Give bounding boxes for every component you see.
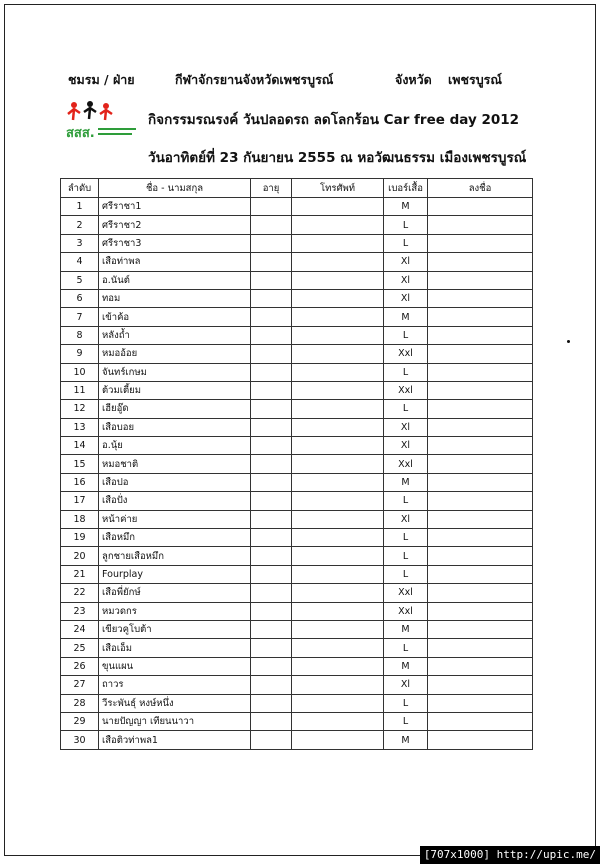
row-phone (292, 253, 384, 271)
table-row (61, 234, 533, 252)
row-signature (428, 308, 533, 326)
row-age (251, 676, 292, 694)
row-number: 26 (61, 657, 99, 675)
row-phone (292, 676, 384, 694)
club-label: ชมรม / ฝ่าย (68, 72, 135, 87)
row-phone (292, 271, 384, 289)
row-shirt-size: L (384, 400, 428, 418)
row-name: หลังถ้ำ (99, 326, 251, 344)
row-shirt-size: M (384, 620, 428, 638)
table-row (61, 639, 533, 657)
table-row (61, 602, 533, 620)
row-name: อ.นุ้ย (99, 437, 251, 455)
table-row (61, 676, 533, 694)
row-number: 5 (61, 271, 99, 289)
table-row (61, 345, 533, 363)
row-phone (292, 529, 384, 547)
table-row (61, 363, 533, 381)
row-age (251, 345, 292, 363)
col-header-shirt-size: เบอร์เสื้อ (384, 179, 428, 198)
row-shirt-size: Xxl (384, 584, 428, 602)
table-row (61, 418, 533, 436)
table-body (61, 198, 533, 750)
table-row (61, 308, 533, 326)
row-shirt-size: L (384, 216, 428, 234)
row-shirt-size: L (384, 326, 428, 344)
row-number: 4 (61, 253, 99, 271)
row-phone (292, 455, 384, 473)
table-row (61, 510, 533, 528)
row-shirt-size: L (384, 694, 428, 712)
row-phone (292, 547, 384, 565)
row-phone (292, 198, 384, 216)
row-age (251, 400, 292, 418)
row-shirt-size: Xl (384, 289, 428, 307)
row-shirt-size: M (384, 473, 428, 491)
row-name: ศรีราชา2 (99, 216, 251, 234)
row-number: 3 (61, 234, 99, 252)
row-signature (428, 363, 533, 381)
table-row (61, 529, 533, 547)
row-age (251, 363, 292, 381)
row-shirt-size: M (384, 308, 428, 326)
row-number: 16 (61, 473, 99, 491)
row-number: 11 (61, 381, 99, 399)
row-name: ถาวร (99, 676, 251, 694)
row-phone (292, 492, 384, 510)
row-name: ทอม (99, 289, 251, 307)
row-number: 21 (61, 565, 99, 583)
row-signature (428, 271, 533, 289)
row-age (251, 437, 292, 455)
row-shirt-size: Xxl (384, 602, 428, 620)
row-age (251, 473, 292, 491)
row-name: หมอชาติ (99, 455, 251, 473)
table-row (61, 381, 533, 399)
row-number: 18 (61, 510, 99, 528)
table-row (61, 455, 533, 473)
runner-figures (68, 101, 112, 120)
row-name: เสือปอ (99, 473, 251, 491)
ink-dot (567, 340, 570, 343)
row-phone (292, 418, 384, 436)
row-shirt-size: Xl (384, 253, 428, 271)
table-row (61, 400, 533, 418)
row-signature (428, 712, 533, 730)
row-signature (428, 326, 533, 344)
row-number: 30 (61, 731, 99, 749)
table-row (61, 198, 533, 216)
row-signature (428, 565, 533, 583)
table-row (61, 437, 533, 455)
col-header-phone: โทรศัพท์ (292, 179, 384, 198)
row-number: 17 (61, 492, 99, 510)
row-number: 28 (61, 694, 99, 712)
row-phone (292, 289, 384, 307)
col-header-signature: ลงชื่อ (428, 179, 533, 198)
row-age (251, 326, 292, 344)
row-phone (292, 584, 384, 602)
col-header-age: อายุ (251, 179, 292, 198)
row-shirt-size: Xxl (384, 381, 428, 399)
row-name: เสือเอ็ม (99, 639, 251, 657)
row-shirt-size: L (384, 565, 428, 583)
row-name: เสือบอย (99, 418, 251, 436)
row-shirt-size: L (384, 234, 428, 252)
row-name: ต้วมเตี้ยม (99, 381, 251, 399)
table-row (61, 216, 533, 234)
row-number: 2 (61, 216, 99, 234)
table-row (61, 731, 533, 749)
row-shirt-size: Xl (384, 437, 428, 455)
row-name: ขุนแผน (99, 657, 251, 675)
table-row (61, 694, 533, 712)
row-signature (428, 473, 533, 491)
row-phone (292, 345, 384, 363)
watermark: [707x1000] http://upic.me/ (420, 846, 600, 864)
row-signature (428, 657, 533, 675)
logo-text: สสส. (66, 126, 95, 141)
row-age (251, 712, 292, 730)
row-phone (292, 620, 384, 638)
row-age (251, 253, 292, 271)
row-name: เฮียอู๊ด (99, 400, 251, 418)
row-name: เสือติวท่าพล1 (99, 731, 251, 749)
row-phone (292, 731, 384, 749)
row-shirt-size: L (384, 363, 428, 381)
row-age (251, 602, 292, 620)
table-row (61, 657, 533, 675)
row-number: 27 (61, 676, 99, 694)
row-phone (292, 234, 384, 252)
table-row (61, 620, 533, 638)
row-number: 23 (61, 602, 99, 620)
row-shirt-size: Xl (384, 676, 428, 694)
row-signature (428, 510, 533, 528)
row-signature (428, 381, 533, 399)
row-number: 14 (61, 437, 99, 455)
row-phone (292, 602, 384, 620)
row-signature (428, 253, 533, 271)
table-header-row (61, 179, 533, 198)
row-name: หมวดกร (99, 602, 251, 620)
event-title: กิจกรรมรณรงค์ วันปลอดรถ ลดโลกร้อน Car free day 2012 (148, 112, 520, 128)
row-number: 10 (61, 363, 99, 381)
row-shirt-size: Xl (384, 271, 428, 289)
row-phone (292, 437, 384, 455)
event-date-venue: วันอาทิตย์ที่ 23 กันยายน 2555 ณ หอวัฒนธรรม เมืองเพชรบูรณ์ (148, 150, 527, 166)
row-age (251, 529, 292, 547)
province-label: จังหวัด (395, 72, 432, 87)
registration-table (60, 178, 533, 750)
row-name: เสือหมึก (99, 529, 251, 547)
row-shirt-size: Xxl (384, 455, 428, 473)
row-name: เสือปั่ง (99, 492, 251, 510)
row-shirt-size: L (384, 547, 428, 565)
row-age (251, 620, 292, 638)
row-phone (292, 381, 384, 399)
row-number: 6 (61, 289, 99, 307)
row-number: 7 (61, 308, 99, 326)
table-row (61, 492, 533, 510)
row-number: 9 (61, 345, 99, 363)
row-phone (292, 510, 384, 528)
row-number: 24 (61, 620, 99, 638)
row-age (251, 565, 292, 583)
row-shirt-size: Xxl (384, 345, 428, 363)
row-signature (428, 437, 533, 455)
row-shirt-size: L (384, 492, 428, 510)
row-name: ศรีราชา3 (99, 234, 251, 252)
table-row (61, 271, 533, 289)
row-age (251, 216, 292, 234)
row-shirt-size: M (384, 731, 428, 749)
row-signature (428, 198, 533, 216)
row-name: เข้าค้อ (99, 308, 251, 326)
row-number: 13 (61, 418, 99, 436)
row-name: เสือท่าพล (99, 253, 251, 271)
row-signature (428, 345, 533, 363)
row-number: 20 (61, 547, 99, 565)
row-name: ศรีราชา1 (99, 198, 251, 216)
row-age (251, 289, 292, 307)
table-row (61, 326, 533, 344)
row-signature (428, 639, 533, 657)
row-signature (428, 400, 533, 418)
row-age (251, 510, 292, 528)
row-age (251, 455, 292, 473)
row-age (251, 657, 292, 675)
row-phone (292, 400, 384, 418)
row-name: เขียวคูโบต้า (99, 620, 251, 638)
row-signature (428, 455, 533, 473)
row-phone (292, 712, 384, 730)
table-row (61, 253, 533, 271)
row-age (251, 584, 292, 602)
row-shirt-size: Xl (384, 510, 428, 528)
row-phone (292, 363, 384, 381)
row-number: 1 (61, 198, 99, 216)
row-phone (292, 565, 384, 583)
table-row (61, 547, 533, 565)
row-phone (292, 326, 384, 344)
row-signature (428, 620, 533, 638)
row-signature (428, 694, 533, 712)
row-signature (428, 418, 533, 436)
row-name: Fourplay (99, 565, 251, 583)
col-header-no: ลำดับ (61, 179, 99, 198)
row-name: หน้าค่าย (99, 510, 251, 528)
table-row (61, 712, 533, 730)
row-age (251, 547, 292, 565)
row-signature (428, 492, 533, 510)
row-signature (428, 216, 533, 234)
row-phone (292, 473, 384, 491)
row-phone (292, 639, 384, 657)
row-name: ลูกชายเสือหมึก (99, 547, 251, 565)
row-shirt-size: Xl (384, 418, 428, 436)
table-row (61, 584, 533, 602)
table-row (61, 289, 533, 307)
row-age (251, 198, 292, 216)
row-name: นายปัญญา เทียนนาวา (99, 712, 251, 730)
row-signature (428, 731, 533, 749)
row-signature (428, 529, 533, 547)
row-number: 22 (61, 584, 99, 602)
row-number: 25 (61, 639, 99, 657)
row-number: 15 (61, 455, 99, 473)
row-age (251, 418, 292, 436)
row-shirt-size: L (384, 712, 428, 730)
row-age (251, 271, 292, 289)
row-shirt-size: M (384, 198, 428, 216)
row-phone (292, 216, 384, 234)
row-name: จันทร์เกษม (99, 363, 251, 381)
province-value: เพชรบูรณ์ (448, 72, 502, 87)
row-signature (428, 234, 533, 252)
row-signature (428, 547, 533, 565)
table-row (61, 565, 533, 583)
row-phone (292, 694, 384, 712)
row-age (251, 731, 292, 749)
row-signature (428, 602, 533, 620)
row-shirt-size: M (384, 657, 428, 675)
row-name: เสือพี่ยักษ์ (99, 584, 251, 602)
row-signature (428, 676, 533, 694)
row-phone (292, 308, 384, 326)
row-age (251, 694, 292, 712)
row-age (251, 234, 292, 252)
row-name: วีระพันธุ์ หงษ์หนึ่ง (99, 694, 251, 712)
sss-logo (66, 100, 138, 146)
row-shirt-size: L (384, 529, 428, 547)
row-number: 29 (61, 712, 99, 730)
row-number: 19 (61, 529, 99, 547)
row-number: 8 (61, 326, 99, 344)
row-shirt-size: L (384, 639, 428, 657)
row-name: หมออ้อย (99, 345, 251, 363)
row-number: 12 (61, 400, 99, 418)
row-age (251, 639, 292, 657)
row-signature (428, 289, 533, 307)
row-age (251, 492, 292, 510)
row-name: อ.นันต์ (99, 271, 251, 289)
table-row (61, 473, 533, 491)
row-age (251, 381, 292, 399)
col-header-name: ชื่อ - นามสกุล (99, 179, 251, 198)
row-age (251, 308, 292, 326)
row-phone (292, 657, 384, 675)
club-value: กีฬาจักรยานจังหวัดเพชรบูรณ์ (175, 72, 334, 87)
row-signature (428, 584, 533, 602)
